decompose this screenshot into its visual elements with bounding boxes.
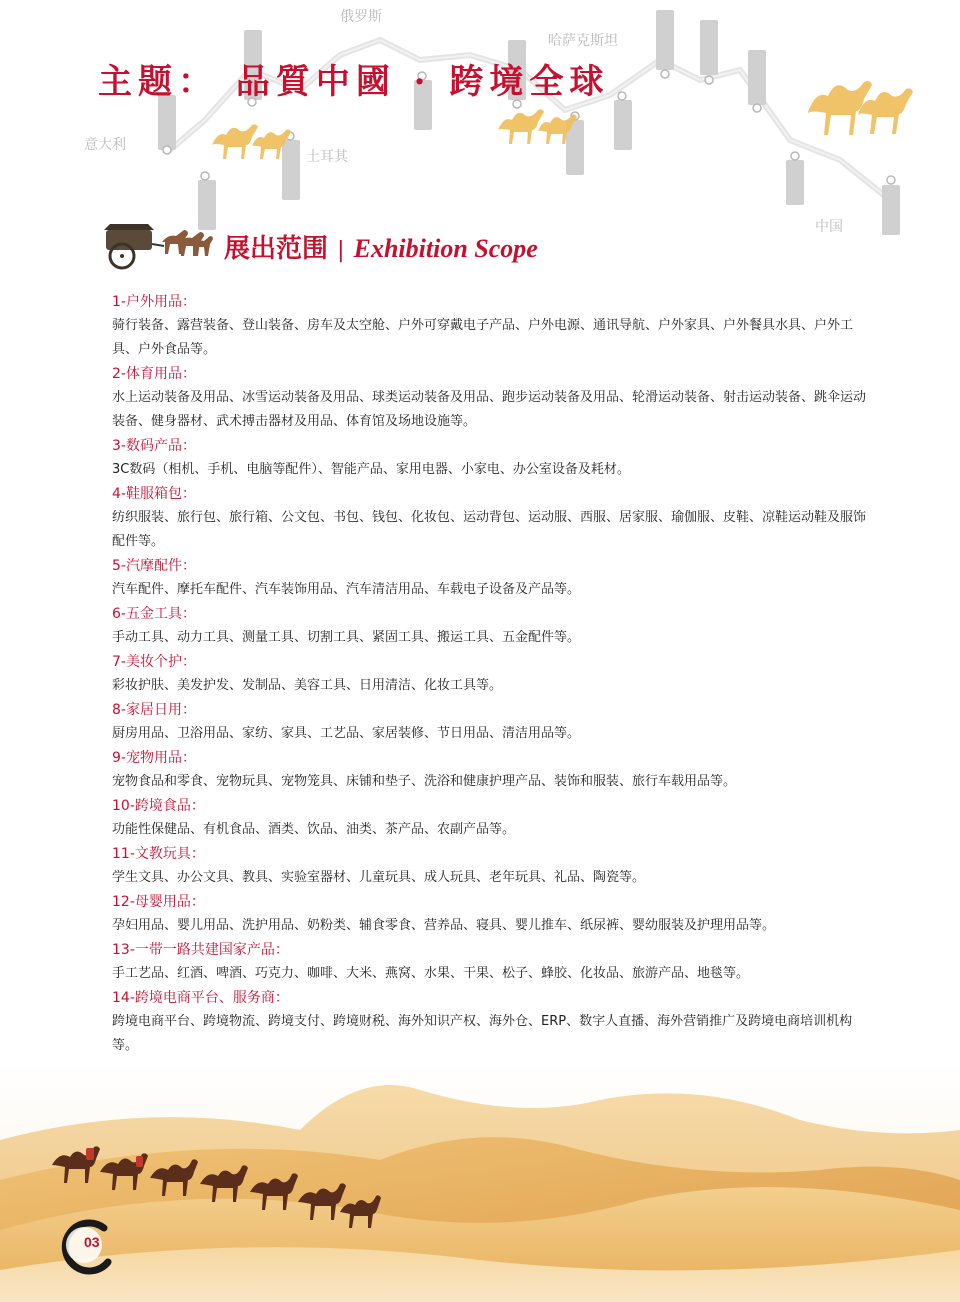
category-title: 14-跨境电商平台、服务商： (112, 990, 289, 1006)
desert-caravan-illustration (0, 1060, 960, 1302)
category-title: 12-母婴用品： (112, 894, 205, 910)
category-title: 6-五金工具： (112, 606, 196, 622)
category-title: 1-户外用品： (112, 294, 196, 310)
category-title: 7-美妆个护： (112, 654, 196, 670)
category-description: 跨境电商平台、跨境物流、跨境支付、跨境财税、海外知识产权、海外仓、ERP、数字人直播、海外营销推广及跨境电商培训机构等。 (112, 1014, 853, 1053)
category-description: 纺织服装、旅行包、旅行箱、公文包、书包、钱包、化妆包、运动背包、运动服、西服、居家服、瑜伽服、皮鞋、凉鞋运动鞋及服饰配件等。 (112, 510, 867, 549)
category-item (112, 698, 872, 746)
category-description: 厨房用品、卫浴用品、家纺、家具、工艺品、家居装修、节日用品、清洁用品等。 (112, 726, 581, 741)
category-title: 13-一带一路共建国家产品： (112, 942, 289, 958)
category-item (112, 890, 872, 938)
map-label-kazakhstan: 哈萨克斯坦 (548, 33, 618, 49)
category-item (112, 554, 872, 602)
category-item (112, 602, 872, 650)
category-description: 手工艺品、红酒、啤酒、巧克力、咖啡、大米、燕窝、水果、干果、松子、蜂胶、化妆品、旅游产品、地毯等。 (112, 966, 750, 981)
category-list (112, 290, 872, 1058)
category-description: 水上运动装备及用品、冰雪运动装备及用品、球类运动装备及用品、跑步运动装备及用品、轮滑运动装备、射击运动装备、跳伞运动装备、健身器材、武术搏击器材及用品、体育馆及场地设施等。 (112, 390, 867, 429)
category-item (112, 290, 872, 362)
category-title: 10-跨境食品： (112, 798, 205, 814)
category-item (112, 746, 872, 794)
map-label-turkey: 土耳其 (306, 149, 348, 165)
category-item (112, 986, 872, 1058)
scope-title-separator: | (337, 238, 345, 263)
category-title: 11-文教玩具： (112, 846, 205, 862)
category-item (112, 650, 872, 698)
category-title: 4-鞋服箱包： (112, 486, 196, 502)
category-description: 汽车配件、摩托车配件、汽车装饰用品、汽车清洁用品、车载电子设备及产品等。 (112, 582, 581, 597)
category-description: 功能性保健品、有机食品、酒类、饮品、油类、茶产品、农副产品等。 (112, 822, 516, 837)
chariot-icon (104, 222, 216, 272)
category-description: 3C数码（相机、手机、电脑等配件）、智能产品、家用电器、小家电、办公室设备及耗材。 (112, 462, 630, 477)
category-description: 学生文具、办公文具、教具、实验室器材、儿童玩具、成人玩具、老年玩具、礼品、陶瓷等。 (112, 870, 646, 885)
category-item (112, 362, 872, 434)
category-item (112, 938, 872, 986)
category-item (112, 482, 872, 554)
category-description: 彩妆护肤、美发护发、发制品、美容工具、日用清洁、化妆工具等。 (112, 678, 503, 693)
category-description: 孕妇用品、婴儿用品、洗护用品、奶粉类、辅食零食、营养品、寝具、婴儿推车、纸尿裤、婴幼服装及护理用品等。 (112, 918, 776, 933)
category-item (112, 842, 872, 890)
category-item (112, 434, 872, 482)
category-title: 2-体育用品： (112, 366, 196, 382)
category-title: 3-数码产品： (112, 438, 196, 454)
category-description: 手动工具、动力工具、测量工具、切割工具、紧固工具、搬运工具、五金配件等。 (112, 630, 581, 645)
map-label-china: 中国 (815, 219, 843, 235)
category-title: 9-宠物用品： (112, 750, 196, 766)
map-label-italy: 意大利 (84, 137, 126, 153)
category-title: 5-汽摩配件： (112, 558, 196, 574)
category-item (112, 794, 872, 842)
scope-title-cn: 展出范围 (224, 234, 329, 264)
page-number: 03 (84, 1234, 100, 1250)
scope-title-en: Exhibition Scope (353, 234, 538, 263)
theme-title: 主题： 品質中國 · 跨境全球 (98, 62, 610, 102)
map-label-russia: 俄罗斯 (340, 9, 382, 25)
category-description: 宠物食品和零食、宠物玩具、宠物笼具、床铺和垫子、洗浴和健康护理产品、装饰和服装、旅行车载用品等。 (112, 774, 737, 789)
category-description: 骑行装备、露营装备、登山装备、房车及太空舱、户外可穿戴电子产品、户外电源、通讯导航、户外家具、户外餐具水具、户外工具、户外食品等。 (112, 318, 854, 357)
category-title: 8-家居日用： (112, 702, 196, 718)
